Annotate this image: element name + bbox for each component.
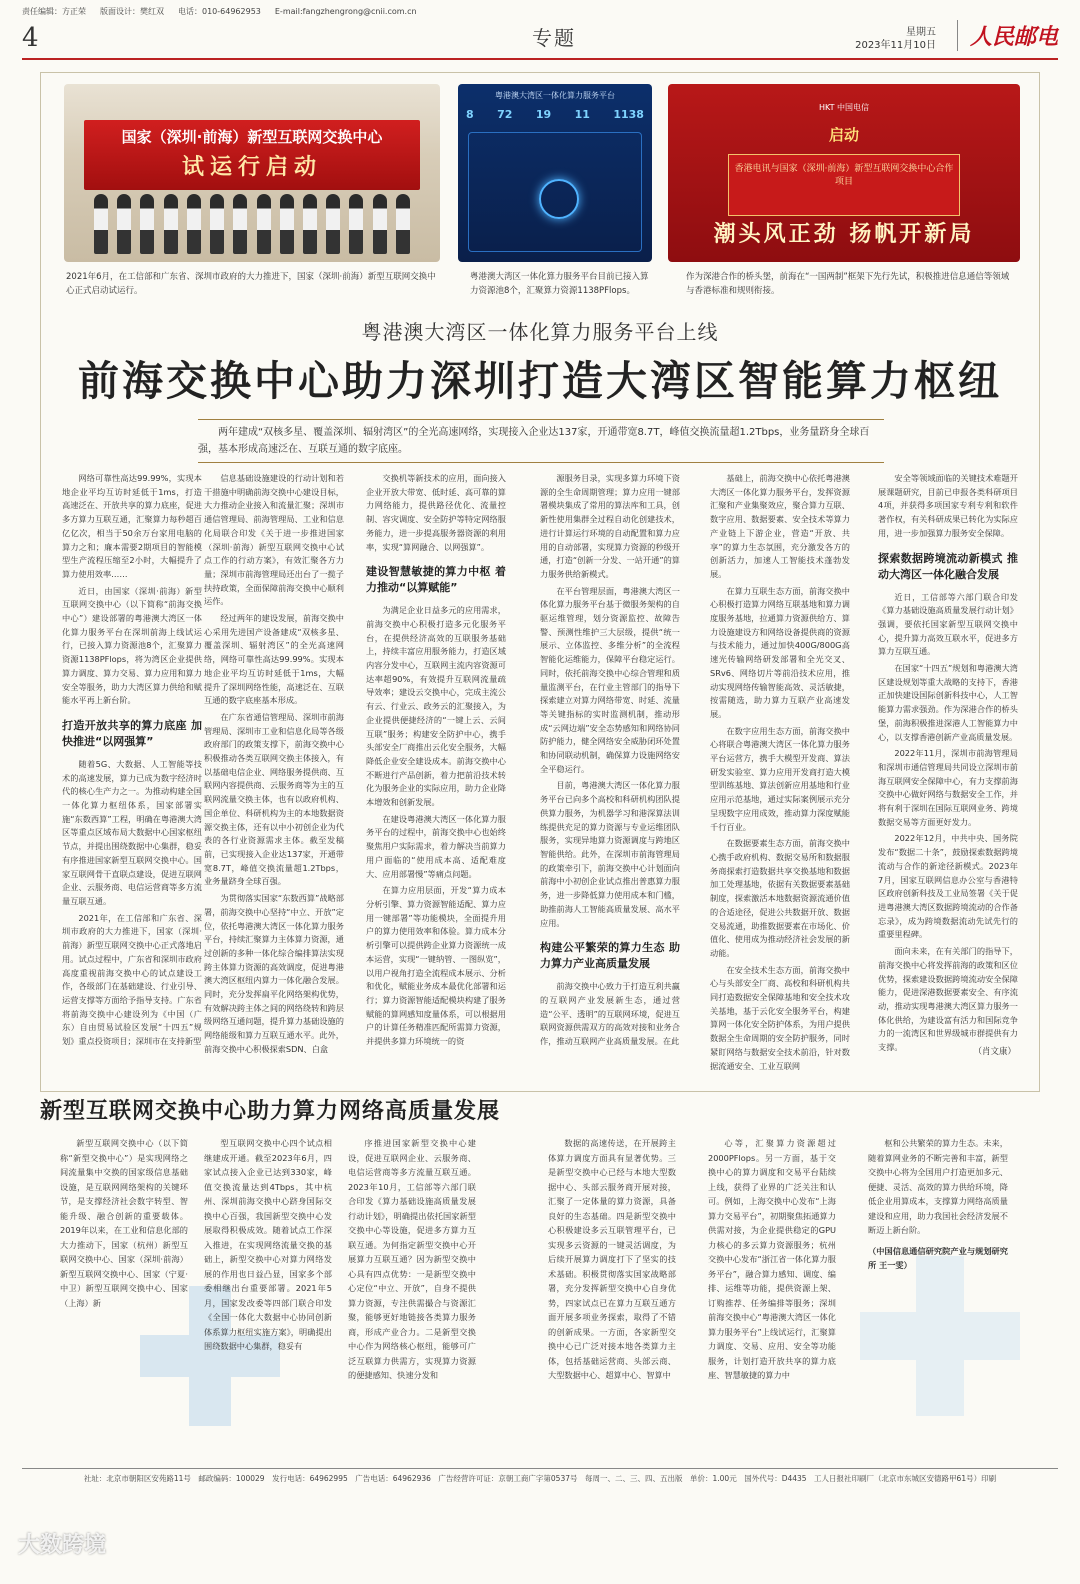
sub-byline: （中国信息通信研究院产业与规划研究所 王一雯） [868,1245,1008,1270]
network-diagram [468,132,642,252]
project-banner [728,154,960,216]
banner-line-2: 试运行启动 [181,155,322,180]
paragraph: 信息基础设施建设的行动计划和若干措施中明确前海交换中心建设目标，大力推动企业接入和流量汇聚；深圳市通信管理局、前海管理局、工业和信息化局联合印发《关于进一步推进国家（深圳·前海）新型互联网交换中心试点工作的行动方案》，有效汇聚各方力量；深圳市前海管理局还出台了一揽子扶持政策，全面保障前海交换中心顺利运作。 [204,473,344,607]
photo-launch-ceremony [64,84,440,262]
column-3 [366,472,506,1072]
launch-text: 启动 [828,126,859,144]
paragraph: 2022年11月，深圳市前海管理局和深圳市通信管理局共同设立深圳市前海互联网安全保障中心，有力支撑前海交换中心做好网络与数据安全工作，并将有利于深圳在国际互联网业务、跨境数据交易等方面更好发力。 [878,748,1018,827]
hub-icon [539,179,579,219]
issue-date [855,26,936,52]
phone: 电话：010-64962953 [178,6,261,16]
photo-platform-screen [458,84,652,262]
column-6 [878,472,1018,1072]
paragraph: 近日，由国家（深圳·前海）新型互联网交换中心（以下简称“前海交换中心”）建设部署的粤港澳大湾区一体化算力服务平台在深圳前海上线试运行，已接入算力资源池8个，汇聚算力资源1138PFlops，将为湾区企业提供算力调度、算力交易、算力应用和算力安全等服务，助力大湾区算力供给和赋能水平再上新台阶。 [62,585,202,706]
paragraph: 面向未来，在有关部门的指导下，前海交换中心将发挥前海的政策和区位优势，探索建设数据跨境流动安全保障能力，促进深港数据要素安全、有序流动，推动实现粤港澳大湾区算力服务一体化供给，为建设富有活力和国际竞争力的一流湾区和世界级城市群提供有力支撑。 [878,946,1018,1053]
paragraph: 近日，工信部等六部门联合印发《算力基础设施高质量发展行动计划》强调，要依托国家新型互联网交换中心，提升算力高效互联水平，促进多方算力互联互通。 [878,591,1018,657]
paragraph: 前海交换中心致力于打造互利共赢的互联网产业发展新生态，通过营造“公平、透明”的互联网环境，促进互联网资源供需双方的高效对接和业务合作，推动互联网产业高质量发展。在此 [540,981,680,1047]
sub-column-4 [548,1136,676,1436]
newspaper-logo: 人民邮电 [957,20,1058,51]
article-body [62,472,1030,1080]
subhead-1: 打造开放共享的算力底座 加快推进“以网强算” [62,718,202,748]
subhead-4: 探索数据跨境流动新模式 推动大湾区一体化融合发展 [878,551,1018,581]
caption-photo2: 粤港澳大湾区一体化算力服务平台目前已接入算力资源池8个，汇聚算力资源1138PFlops。 [470,272,649,296]
sub-column-1 [60,1136,188,1436]
article-kicker: 粤港澳大湾区一体化算力服务平台上线 [361,320,719,344]
masthead-meta [22,4,1058,18]
column-1 [62,472,202,1072]
paragraph: 交换机等新技术的应用，面向接入企业开放大带宽、低时延、高可靠的算力网络能力，提供路径优化、流量控制、容灾调度、安全防护等特定网络服务能力，进一步提高服务器资源的利用率，实现“算网融合、以网强算”。 [366,473,506,552]
footer: 社址：北京市朝阳区安苑路11号 邮政编码：100029 发行电话：64962995 广告电话：64962936 广告经营许可证：京朝工商广字第0537号 每周一、二、三、四、五出版 单价：1.00元 国外代号：D4435 工人日报社印刷厂（北京市东城区安德路甲61号）印刷 [22,1468,1058,1484]
stat-value: 72 [497,108,513,121]
date: 2023年11月10日 [855,40,936,51]
sub-column-5 [708,1136,836,1436]
subhead-2: 建设智慧敏捷的算力中枢 着力推动“以算赋能” [366,565,506,595]
paragraph: 枢和公共繁荣的算力生态。未来，随着算网业务的不断完善和丰富，新型交换中心将为全国用户打造更加多元、便捷、灵活、高效的算力供给环境，降低企业用算成本，支撑算力网络高质量建设和应用，助力我国社会经济发展不断迈上新台阶。 [868,1138,1008,1235]
byline: （肖文康） [973,1047,1016,1058]
sub-article-title: 新型互联网交换中心助力算力网络高质量发展 [40,1098,501,1124]
article-lead [198,419,884,463]
paragraph: 在数字应用生态方面，前海交换中心将联合粤港澳大湾区一体化算力服务平台运营方，携手大模型开发商、算法研发实验室、算力应用开发商打造大模型训练基地、算法创新应用基地和行业应用示范基地，通过实际案例展示充分呈现数字应用成效，推动算力深度赋能千行百业。 [710,725,850,832]
caption-photo1: 2021年6月，在工信部和广东省、深圳市政府的大力推进下，国家（深圳·前海）新型互联网交换中心正式启动试运行。 [66,272,436,296]
email: E-mail:fangzhengrong@cnii.com.cn [274,6,417,16]
paragraph: 在平台管理层面，粤港澳大湾区一体化算力服务平台基于微服务架构的自驱运维管理，划分资源监控、故障告警、预测性维护三大层级，提供“统一展示、立体监控、多维分析”的全流程智能化运维能力，保障平台稳定运行。同时，依托前海交换中心综合管理和质量监测平台，在行业主管部门的指导下探索建立对算力网络带宽、时延、流量等关键指标的实时监测机制，推动形成“云网边端”安全态势感知和网络协同防护能力，健全网络安全威胁闭环处置和协同联动机制，确保算力设施网络安全平稳运行。 [540,585,680,774]
paragraph: 在安全技术生态方面，前海交换中心与头部安全厂商、高校和科研机构共同打造数据安全保障基地和安全技术攻关基地，基于云化安全服务平台，构建算网一体化安全防护体系，为用户提供数据全生命周期的安全防护服务，同时紧盯网络与数据安全技术前沿，针对数据流通安全、工业互联网 [710,964,850,1071]
sub-article [40,1126,1040,1456]
people-row [94,180,410,254]
paragraph: 为满足企业日益多元的应用需求，前海交换中心积极打造多元化服务平台，在提供经济高效的互联服务基础上，持续丰富应用服务能力，打造区域内容分发中心，互联网主流内容资源可达率超90%，有效提升互联网流量疏导效率；建设云交换中心，完成主流公有云、行业云、政务云的汇聚接入，为企业提供便捷经济的“一键上云、云间互联”服务；构建安全防护中心，携手头部安全厂商推出云化安全服务，大幅降低企业安全建设成本。前海交换中心不断进行产品创新，着力把前沿技术转化为服务企业的实际应用，助力企业降本增效和创新发展。 [366,605,506,808]
column-5 [710,472,850,1072]
paragraph: 为贯彻落实国家“东数西算”战略部署，前海交换中心坚持“中立、开放”定位，依托粤港澳大湾区一体化算力服务平台，持续汇聚算力主体算力资源，通过创新的多种一体化综合编排算法实现跨主体算力资源的高效调度，促进粤港澳大湾区枢纽内算力一体化融合发展。同时，充分发挥扁平化网络架构优势，有效解决跨主体之间的网络绕转和跨层级网络互通问题，提升算力基础设施的网络能级和算力互联互通水平。此外，前海交换中心积极探索SDN、白盒 [204,893,344,1054]
paragraph: 2022年12月，中共中央、国务院发布“数据二十条”，鼓励探索数据跨境流动与合作的新途径新模式。2023年7月，国家互联网信息办公室与香港特区政府创新科技及工业局签署《关于促进粤港澳大湾区数据跨境流动的合作备忘录》，成为跨境数据流动先试先行的重要里程碑。 [878,833,1018,940]
banner-line-1: 国家（深圳·前海）新型互联网交换中心 [121,128,383,146]
photo-hkt-cooperation [668,84,1020,262]
sub-column-2 [204,1136,332,1436]
sub-column-3 [348,1136,476,1436]
watermark: 大数跨境 [18,1533,107,1558]
stat-value: 1138 [613,108,644,121]
paragraph: 在国家“十四五”规划和粤港澳大湾区建设规划等重大战略的支持下，香港正加快建设国际创新科技中心，人工智能算力需求强劲。作为深港合作的桥头堡，前海积极推进深港人工智能算力中心，以支撑香港创新产业高质量发展。 [878,663,1018,742]
section-title: 专题 [532,26,576,50]
subhead-3: 构建公平繁荣的算力生态 助力算力产业高质量发展 [540,941,680,971]
paragraph: 随着5G、大数据、人工智能等技术的高速发展，算力已成为数字经济时代的核心生产力之一。为推动构建全国一体化算力枢纽体系，国家部署实施“东数西算”工程，明确在粤港澳大湾区等重点区域布局大数据中心国家枢纽节点，并提出围绕数据中心集群，稳妥有序推进国家新型互联网交换中心。国家互联网骨干直联点建设，促进互联网企业、云服务商、电信运营商等多方流量互联互通。 [62,758,202,906]
lead-text: 两年建成“双核多星、覆盖深圳、辐射湾区”的全光高速网络，实现接入企业达137家，开通带宽8.7T，峰值交换流量超1.2Tbps，业务量跻身全球百强，基本形成高速泛在、互联互通的数字底座。 [198,427,870,455]
hkt-logo-text: HKT 中国电信 [818,103,870,112]
paragraph: 数据的高速传送，在开展跨主体算力调度方面具有显著优势。三是新型交换中心已经与本地大型数据中心、头部云服务商开展对接，汇聚了一定体量的算力资源，具备良好的生态基础。四是新型交换中心积极建设多云互联管理平台，已实现多云资源的一键灵活调度，为后续开展算力调度打下了坚实的技术基础。积极贯彻落实国家战略部署，充分发挥新型交换中心自身优势，四家试点已在算力互联互通方面开展多项业务探索，取得了不错的创新成果。一方面，各家新型交换中心已广泛对接本地各类算力主体，包括基础运营商、头部云商、大型数据中心、超算中心、智算中 [548,1138,676,1380]
screen-stats [466,108,644,121]
column-2 [204,472,344,1072]
article-headline: 前海交换中心助力深圳打造大湾区智能算力枢纽 [78,357,1002,405]
weekday: 星期五 [906,27,936,38]
project-banner-text: 香港电讯与国家（深圳·前海）新型互联网交换中心合作项目 [734,164,954,187]
paragraph: 新型互联网交换中心（以下简称“新型交换中心”）是实现网络之间流量集中交换的国家级信息基础设施，是互联网网络架构的关键环节，是支撑经济社会数字转型、智能升级、融合创新的重要载体。2019年以来，在工业和信息化部的大力推动下，国家（杭州）新型互联网交换中心、国家（深圳·前海）新型互联网交换中心、国家（宁夏·中卫）新型互联网交换中心、国家（上海）新 [60,1138,188,1308]
paragraph: 在广东省通信管理局、深圳市前海管理局、深圳市工业和信息化局等各级政府部门的政策支撑下，前海交换中心积极推动各类互联网交换主体接入，有以基础电信企业、网络服务提供商、互联网内容提供商、云服务商等为主的互联网流量交换主体，也有以政府机构、国企单位、科研机构为主的本地数据资源交换主体，还有以中小初创企业为代表的各行业资源需求主体。截至发稿前，已实现接入企业达137家，开通带宽8.7T，峰值交换流量超1.2Tbps，业务量跻身全球百强。 [204,711,344,887]
slogan: 潮头风正劲 扬帆开新局 [713,222,975,247]
column-4 [540,472,680,1072]
caption-photo3: 作为深港合作的桥头堡，前海在“一国两制”框架下先行先试，积极推进信息通信等领域与香港标准和规则衔接。 [686,272,1010,296]
paragraph: 在数据要素生态方面，前海交换中心携手政府机构、数据交易所和数据服务商探索打造数据共享交换基地和数据加工处理基地，依据有关数据要素基础制度，探索激活本地数据资源流通价值的合适途径，促进公共数据开放、数据交易流通，助推数据要素在市场化、价值化、使用成为推动经济社会发展的新动能。 [710,838,850,958]
sub-column-6 [868,1136,1008,1436]
stat-value: 8 [466,108,474,121]
page-number: 4 [22,23,39,53]
paragraph: 序推进国家新型交换中心建设，促进互联网企业、云服务商、电信运营商等多方流量互联互通。2023年10月，工信部等六部门联合印发《算力基础设施高质量发展行动计划》，明确提出依托国家新型交换中心等设施，促进多方算力互联互通。为何指定新型交换中心开展算力互联互通？因为新型交换中心具有四点优势：一是新型交换中心定位“中立、开放”，自身不提供算力资源，专注供需撮合与资源汇聚，能够更好地链接各类算力服务商，形成产业合力。二是新型交换中心作为网络核心枢纽，能够可广泛互联算力供需方，实现算力资源的便捷感知、快速分发和 [348,1138,476,1380]
paragraph: 在算力互联生态方面，前海交换中心积极打造算力网络互联基地和算力调度服务基地，拉通算力资源供给方、算力设施建设方和网络设备提供商的资源与技术能力，通过加快400G/800G高速光传输网络研发部署和全光交叉、SRv6、网络切片等前沿技术应用，推动实现网络传输智能高效、灵活敏捷，按需随选，助力算力互联产业高速发展。 [710,585,850,719]
screen-title: 粤港澳大湾区一体化算力服务平台 [495,91,615,100]
paragraph: 安全等领域面临的关键技术难题开展课题研究，目前已申报各类科研项目4项，并获得多项国家专利专利和软件著作权，有关科研成果已转化为实际应用，进一步加强算力服务安全保障。 [878,473,1018,538]
paragraph: 网络可靠性高达99.99%，实现本地企业平均互访时延低于1ms，打造高速泛在、开放共享的算力底座，促进多方算力互联互通，汇聚算力每秒超百亿亿次，相当于50余万台家用电脑的算力之和；廉本需要2期项目的智能模型生产流程压缩至2小时，大幅提升了算力使用效率…… [62,473,202,579]
designer: 版面设计：樊红双 [100,6,164,16]
paragraph: 心等，汇聚算力资源超过2000PFlops。另一方面，基于交换中心的算力调度和交易平台陆续上线，获得了业界的广泛关注和认可。例如，上海交换中心发布“上海算力交易平台”，初期聚焦拓通算力供需对接，为企业提供稳定的GPU力核心的多云算力资源服务；杭州交换中心发布“浙江省一体化算力服务平台”，融合算力感知、调度、编排、运维等功能，提供资源上架、订购推荐、任务编排等服务；深圳前海交换中心“粤港澳大湾区一体化算力服务平台”上线试运行，汇聚算力调度、交易、应用、安全等功能服务，计划打造开放共享的算力底座、智慧敏捷的算力中 [708,1138,836,1380]
masthead [22,18,1058,60]
stat-value: 11 [574,108,590,121]
stat-value: 19 [535,108,552,121]
editor: 责任编辑：方正荣 [22,6,86,16]
paragraph: 型互联网交换中心四个试点相继建成开通。截至2023年6月，四家试点接入企业已达到330家，峰值交换流量达到4Tbps，其中杭州、深圳前海交换中心跻身国际交换中心百强，我国新型交换中心发展取得积极成效。随着试点工作深入推进，在实现网络流量交换的基础上，新型交换中心对算力网络发展的作用也日益凸显，国家多个部委相继出台重要部署。2021年5月，国家发改委等四部门联合印发《全国一体化大数据中心协同创新体系算力枢纽实施方案》，明确提出围绕数据中心集群，稳妥有 [204,1138,332,1351]
paragraph: 基础上，前海交换中心依托粤港澳大湾区一体化算力服务平台，发挥资源汇聚和产业集聚效应，聚合算力互联、数字应用、数据要素、安全技术等算力产业链上下游企业，营造“开放、共享”的算力生态氛围，充分激发各方的创新活力，加速人工智能技术蓬勃发展。 [710,473,850,579]
paragraph: 源服务目录，实现多算力环境下资源的全生命周期管理；算力应用一键部署模块集成了常用的算法库和工具，创新性使用集群全过程自动化创建技术，进行计算运行环境的自动配置和算力应用的自动部署，实现算力资源的秒级开通，打造“创新一分发、一站开通”的算力服务供给新模式。 [540,473,680,579]
paragraph: 在建设粤港澳大湾区一体化算力服务平台的过程中，前海交换中心也始终聚焦用户实际需求，着力解决当前算力用户面临的“使用成本高、适配难度大、应用部署慢”等痛点问题。 [366,813,506,879]
paragraph: 2021年，在工信部和广东省、深圳市政府的大力推进下，国家（深圳·前海）新型互联网交换中心正式落地启用。试点过程中，广东省和深圳市政府高度重视前海交换中心的试点建设工作，各级部门在基础建设、行业引导、运营支撑等方面给予指导支持。广东省将前海交换中心建设列为《中国（广东）自由贸易试验区发展“十四五”规划》重点投资项目；深圳市在支持新型 [62,912,202,1047]
paragraph: 经过两年的建设发展，前海交换中心采用先进国产设备建成“双核多星、覆盖深圳、辐射湾区”的全光高速网络，网络可靠性高达99.99%。实现本地企业平均互访时延低于1ms，大幅提升了深圳网络性能，高速泛在、互联互通的数字底座基本形成。 [204,613,344,706]
paragraph: 在算力应用层面，开发“算力成本分析引擎、算力资源智能适配、算力应用一键部署”等功能模块，全面提升用户的算力使用效率和体验。算力成本分析引擎可以提供跨企业算力资源统一成本运营，实现“一键纳管、一图纵览”，以用户视角打造全流程成本展示、分析和优化，赋能业务成本最优化部署和运行；算力资源智能适配模块构建了服务赋能的算网感知度量体系，可以根据用户的计算任务精准匹配所需算力资源，并提供多算力环境统一的资 [366,885,506,1047]
paragraph: 目前，粤港澳大湾区一体化算力服务平台已向多个高校和科研机构团队提供算力服务，为机器学习和港深算法训练提供充足的算力资源与专业运维团队服务，实现异地算力资源调度与跨地区智能供给。此外，在深圳市前海管理局的政策牵引下，前海交换中心计划面向前海中小初创企业试点推出普惠算力服务，进一步降低算力使用成本和门槛，助推前海人工智能高质量发展、高水平应用。 [540,780,680,928]
